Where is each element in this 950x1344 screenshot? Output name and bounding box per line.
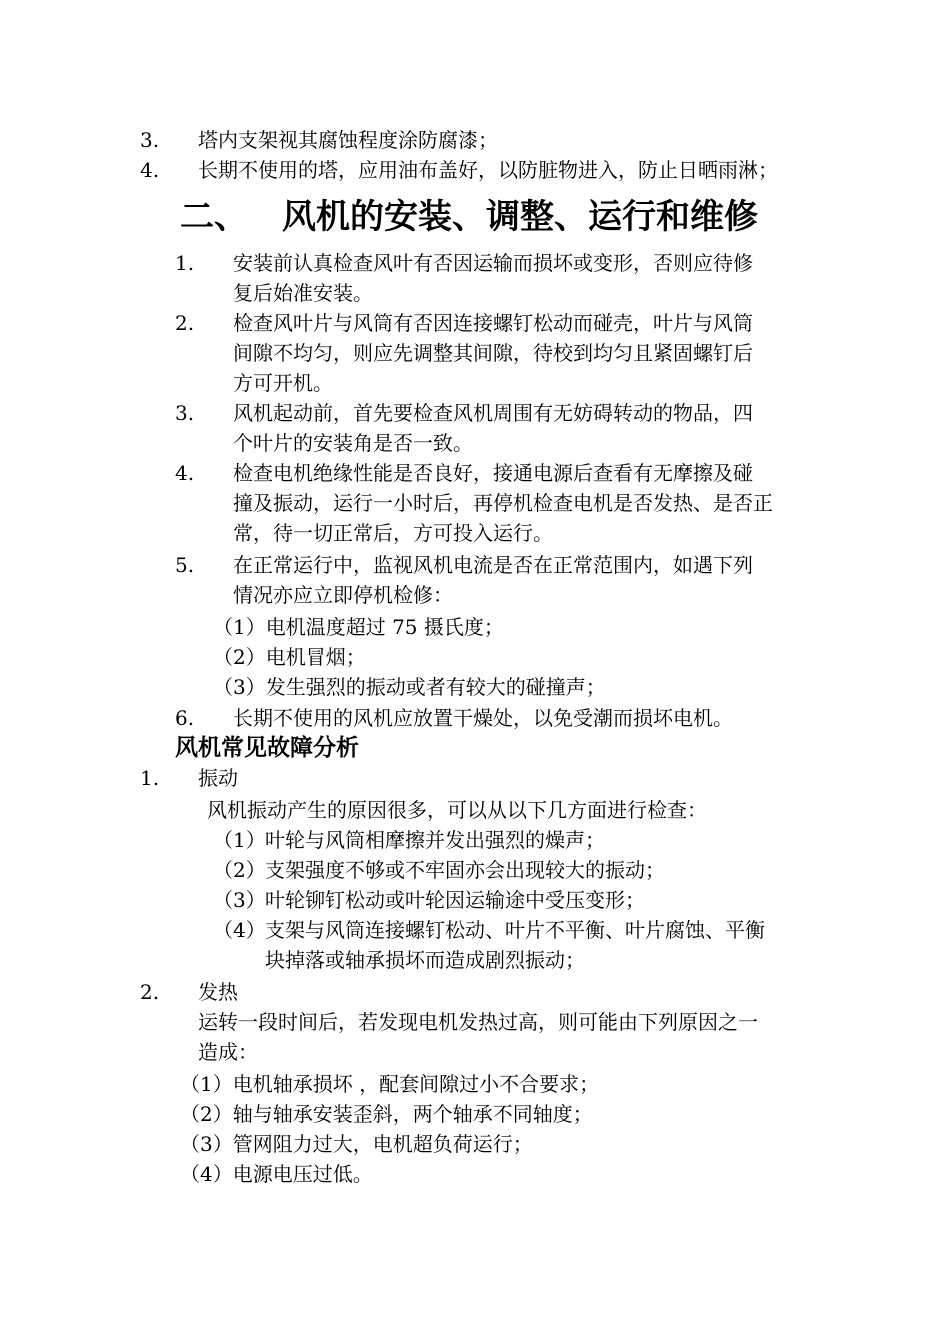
list-number: 4. <box>140 158 160 182</box>
cause-text <box>265 915 813 975</box>
list-item-line: 检查风叶片与风筒有否因连接螺钉松动而碰壳，叶片与风筒 <box>233 311 753 335</box>
cause-number: （4） <box>213 918 266 942</box>
list-number: 2. <box>175 311 195 335</box>
list-number: 3. <box>140 128 160 152</box>
list-number: 6. <box>175 706 195 730</box>
list-item-text: 长期不使用的塔，应用油布盖好，以防脏物进入，防止日晒雨淋； <box>198 158 778 182</box>
list-item <box>233 550 813 610</box>
list-item-line: 情况亦应立即停机检修： <box>233 583 453 607</box>
list-item-line: 安装前认真检查风叶有否因运输而损坏或变形，否则应待修 <box>233 251 753 275</box>
cause-item: （3）管网阻力过大，电机超负荷运行； <box>180 1132 533 1156</box>
list-item-line: 风机起动前，首先要检查风机周围有无妨碍转动的物品，四 <box>233 401 753 425</box>
fault-label: 发热 <box>198 980 238 1004</box>
cause-line: 块掉落或轴承损坏而造成剧烈振动； <box>265 948 585 972</box>
section-number: 二、 <box>180 197 248 237</box>
cause-text: 叶轮与风筒相摩擦并发出强烈的燥声； <box>265 828 605 852</box>
list-number: 1. <box>140 766 160 790</box>
list-number: 5. <box>175 553 195 577</box>
sub-item: （2）电机冒烟； <box>213 645 366 669</box>
cause-item: （4）电源电压过低。 <box>180 1162 373 1186</box>
list-item <box>233 248 813 308</box>
list-item-line: 常，待一切正常后，方可投入运行。 <box>233 521 553 545</box>
fault-label: 振动 <box>198 766 238 790</box>
section-title: 风机的安装、调整、运行和维修 <box>282 197 758 237</box>
list-item-line: 个叶片的安装角是否一致。 <box>233 431 473 455</box>
list-item <box>233 308 813 398</box>
list-item-line: 间隙不均匀，则应先调整其间隙，待校到均匀且紧固螺钉后 <box>233 341 753 365</box>
list-number: 2. <box>140 980 160 1004</box>
list-item <box>233 398 813 458</box>
cause-text: 叶轮铆钉松动或叶轮因运输途中受压变形； <box>265 888 645 912</box>
fault-intro-line: 造成： <box>198 1040 258 1064</box>
list-item <box>233 458 813 548</box>
list-item-text: 长期不使用的风机应放置干燥处，以免受潮而损坏电机。 <box>233 706 733 730</box>
sub-item: （1）电机温度超过 75 摄氏度； <box>213 615 504 639</box>
fault-intro-line: 运转一段时间后，若发现电机发热过高，则可能由下列原因之一 <box>198 1010 758 1034</box>
list-number: 3. <box>175 401 195 425</box>
faults-title: 风机常见故障分析 <box>175 735 359 761</box>
cause-item: （1）电机轴承损坏 ，配套间隙过小不合要求； <box>180 1072 600 1096</box>
cause-item: （2）轴与轴承安装歪斜，两个轴承不同轴度； <box>180 1102 593 1126</box>
list-item-line: 在正常运行中，监视风机电流是否在正常范围内，如遇下列 <box>233 553 753 577</box>
list-item-line: 检查电机绝缘性能是否良好，接通电源后查看有无摩擦及碰 <box>233 461 753 485</box>
fault-intro <box>198 1007 813 1067</box>
list-item-line: 方可开机。 <box>233 371 333 395</box>
cause-line: 支架与风筒连接螺钉松动、叶片不平衡、叶片腐蚀、平衡 <box>265 918 765 942</box>
cause-text: 支架强度不够或不牢固亦会出现较大的振动； <box>265 858 665 882</box>
cause-number: （2） <box>213 858 266 882</box>
sub-item: （3）发生强烈的振动或者有较大的碰撞声； <box>213 675 606 699</box>
cause-number: （1） <box>213 828 266 852</box>
list-number: 1. <box>175 251 195 275</box>
list-item-line: 撞及振动，运行一小时后，再停机检查电机是否发热、是否正 <box>233 491 773 515</box>
list-number: 4. <box>175 461 195 485</box>
cause-number: （3） <box>213 888 266 912</box>
fault-intro: 风机振动产生的原因很多，可以从以下几方面进行检查： <box>207 798 707 822</box>
list-item-text: 塔内支架视其腐蚀程度涂防腐漆； <box>198 128 498 152</box>
list-item-line: 复后始准安装。 <box>233 281 373 305</box>
